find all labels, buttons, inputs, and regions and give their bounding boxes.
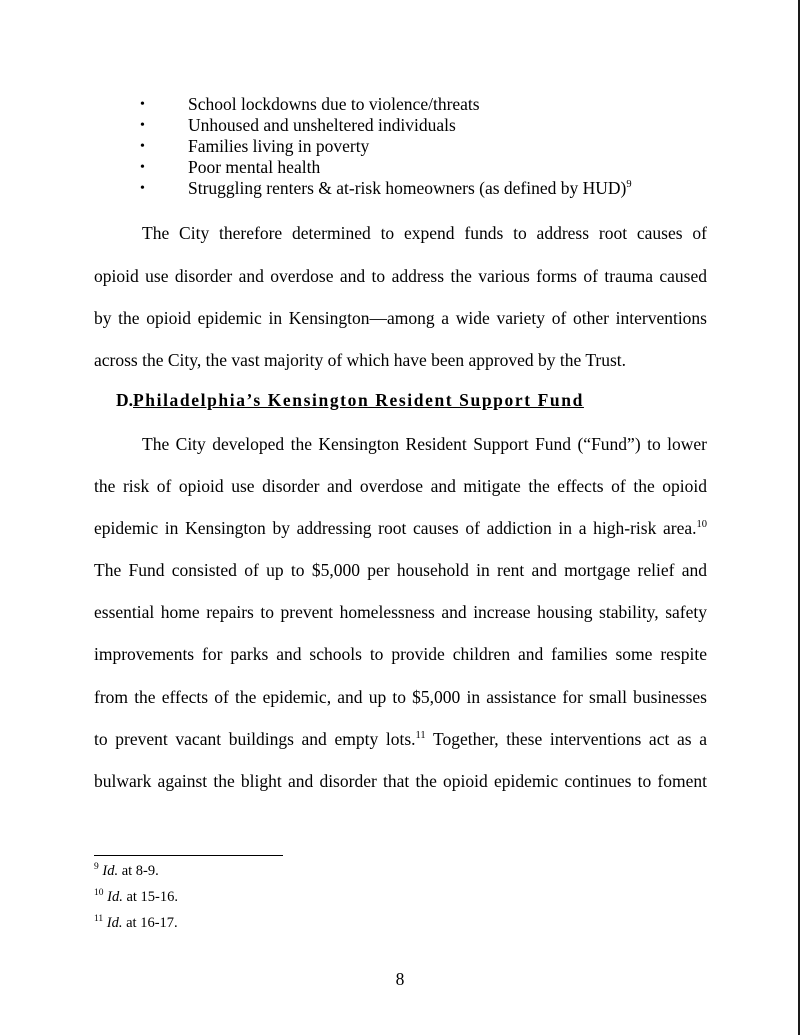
paragraph2-line-5: essential home repairs to prevent homelessness and increase housing stability, safety xyxy=(94,602,707,622)
bullet-item xyxy=(0,157,800,178)
bullet-item xyxy=(0,178,800,199)
bullet-text: Struggling renters & at-risk homeowners (as defined by HUD)$^9$ xyxy=(188,178,632,198)
paragraph2-line-3: epidemic in Kensington by addressing root causes of addiction in a high-risk area.$^{10}$ xyxy=(94,518,707,538)
bullet-item xyxy=(0,136,800,157)
paragraph2-line-4: The Fund consisted of up to $5,000 per household in rent and mortgage relief and xyxy=(94,560,707,580)
paragraph2-line-9: bulwark against the blight and disorder that the opioid epidemic continues to foment xyxy=(94,771,707,791)
page-number: 8 xyxy=(395,969,405,989)
footnote-11: $^{11}$ Id. at 16-17. xyxy=(94,914,178,931)
footnote-ref-9: 9 xyxy=(626,179,632,190)
paragraph1-line-2: opioid use disorder and overdose and to address the various forms of trauma caused xyxy=(94,266,707,286)
paragraph2-line-2: the risk of opioid use disorder and overdose and mitigate the effects of the opioid xyxy=(94,476,707,496)
footnote-10: $^{10}$ Id. at 15-16. xyxy=(94,888,179,905)
bullet-glyph: • xyxy=(140,97,145,112)
bullet-glyph: • xyxy=(140,181,145,196)
paragraph2-line-1: The City developed the Kensington Resident Support Fund (“Fund”) to lower xyxy=(142,434,707,454)
paragraph2-line-8: to prevent vacant buildings and empty lots.$^{11}$ Together, these interventions act as a xyxy=(94,729,707,749)
bullet-glyph: • xyxy=(140,118,145,133)
bullet-item xyxy=(0,94,800,115)
footnote-ref-11: 11 xyxy=(415,730,426,741)
bullet-item xyxy=(0,115,800,136)
footnote-separator xyxy=(94,855,283,856)
section-heading-title: Philadelphia’s Kensington Resident Support Fund xyxy=(133,390,584,410)
bullet-list xyxy=(0,94,800,199)
bullet-glyph: • xyxy=(140,139,145,154)
footnote-9: $^9$ Id. at 8-9. xyxy=(94,862,159,879)
paragraph2-line-6: improvements for parks and schools to provide children and families some respite xyxy=(94,644,707,664)
section-heading xyxy=(116,389,584,411)
footnote-ref-10: 10 xyxy=(696,519,707,530)
paragraph1-line-3: by the opioid epidemic in Kensington—among a wide variety of other interventions xyxy=(94,308,707,328)
bullet-text: School lockdowns due to violence/threats xyxy=(188,94,480,114)
bullet-text: Poor mental health xyxy=(188,157,321,177)
paragraph1-line-4: across the City, the vast majority of which have been approved by the Trust. xyxy=(94,350,627,370)
section-heading-label: D. xyxy=(116,390,134,410)
paragraph2-line-7: from the effects of the epidemic, and up to $5,000 in assistance for small businesses xyxy=(94,687,707,707)
bullet-text: Unhoused and unsheltered individuals xyxy=(188,115,456,135)
bullet-text: Families living in poverty xyxy=(188,136,370,156)
bullet-glyph: • xyxy=(140,160,145,175)
paragraph1-line-1: The City therefore determined to expend funds to address root causes of xyxy=(142,223,707,243)
